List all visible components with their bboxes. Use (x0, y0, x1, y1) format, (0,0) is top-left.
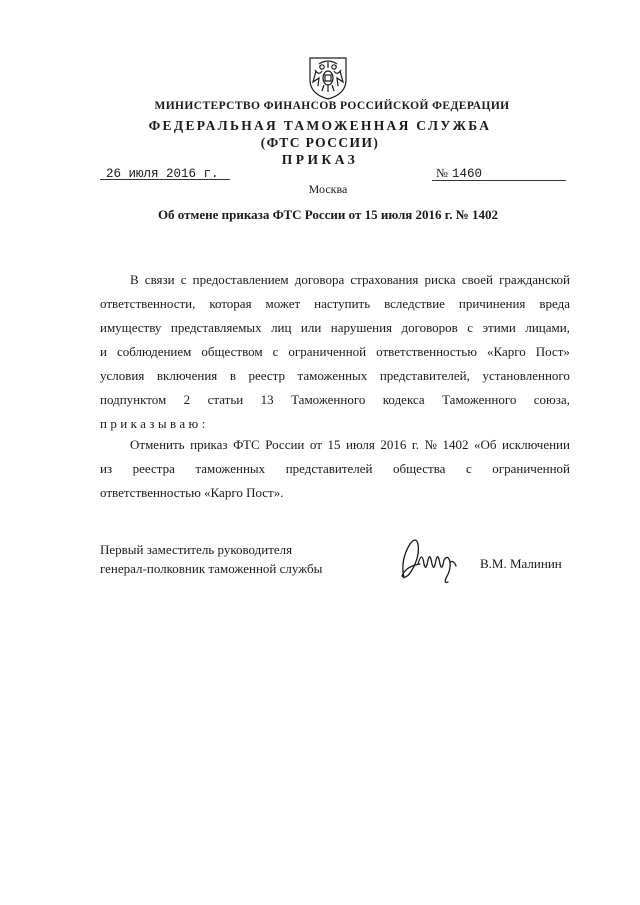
word: исключении (502, 437, 570, 452)
text-line (100, 316, 570, 340)
word: России (265, 437, 305, 452)
word: установленного (482, 368, 570, 383)
text-line (100, 340, 570, 364)
text-line (100, 433, 570, 457)
word: предоставлением (192, 272, 289, 287)
word: от (309, 437, 322, 452)
word: «Об (474, 437, 497, 452)
word: из (100, 461, 113, 476)
word: ответственности, (100, 296, 196, 311)
position-line: Первый заместитель руководителя (100, 542, 293, 557)
word: включения (156, 368, 218, 383)
word: «Карго (486, 344, 526, 359)
word: наступить (314, 296, 371, 311)
paragraph-main (100, 268, 570, 436)
word: своей (461, 272, 493, 287)
word: может (265, 296, 301, 311)
word: Таможенного (291, 392, 366, 407)
word: 1402 (442, 437, 469, 452)
handwritten-signature (394, 530, 466, 592)
word: с (272, 344, 279, 359)
word: имуществу (100, 320, 162, 335)
word: таможенных (195, 461, 266, 476)
word: общества (393, 461, 446, 476)
signatory-position (100, 540, 322, 578)
word: В (130, 272, 139, 287)
document-type: ПРИКАЗ (281, 152, 359, 167)
word: лицами, (525, 320, 570, 335)
word: представителей (285, 461, 373, 476)
date-underline (100, 179, 230, 180)
signer-name: В.М. Малинин (480, 556, 562, 571)
word: Пост» (535, 344, 570, 359)
word: представителей, (379, 368, 470, 383)
word: подпунктом (100, 392, 167, 407)
word: 13 (260, 392, 274, 407)
city: Москва (308, 182, 348, 196)
word: Отменить (130, 437, 185, 452)
word: ответственностью (376, 344, 477, 359)
word: страхования (350, 272, 419, 287)
word: приказ (190, 437, 228, 452)
coat-of-arms-icon (307, 54, 349, 100)
word: условия (100, 368, 145, 383)
ministry-name: МИНИСТЕРСТВО ФИНАНСОВ РОССИЙСКОЙ ФЕДЕРАЦИИ (154, 100, 510, 112)
word: связи (144, 272, 175, 287)
order-title: Об отмене приказа ФТС России от 15 июля 2016 г. № 1402 (157, 207, 499, 222)
text-line (100, 481, 570, 505)
word: гражданской (499, 272, 570, 287)
word: этими (482, 320, 516, 335)
word: ограниченной (288, 344, 367, 359)
word: вследствие (384, 296, 445, 311)
word: № (424, 437, 437, 452)
number-underline (432, 180, 566, 181)
word: с (180, 272, 187, 287)
word: представляемых (170, 320, 262, 335)
text-line (100, 364, 570, 388)
text-line-last: ответственностью «Карго Пост». (100, 485, 284, 500)
word: договоров (401, 320, 458, 335)
paragraph-decision (100, 433, 570, 505)
text-line (100, 388, 570, 412)
word: реестра (132, 461, 175, 476)
text-line (100, 457, 570, 481)
service-short-name: (ФТС РОССИИ) (260, 135, 380, 150)
word: с (467, 320, 474, 335)
text-line (100, 292, 570, 316)
word: которая (209, 296, 252, 311)
word: 15 (327, 437, 341, 452)
word: с (465, 461, 472, 476)
word: статьи (207, 392, 244, 407)
word: Таможенного (442, 392, 517, 407)
word: и (100, 344, 107, 359)
word: г. (411, 437, 419, 452)
word: в (229, 368, 236, 383)
word: нарушения (330, 320, 393, 335)
text-line (100, 268, 570, 292)
word: соблюдением (116, 344, 192, 359)
order-word: приказываю: (100, 416, 209, 431)
order-number (436, 166, 482, 181)
word: 2 (183, 392, 191, 407)
service-name: ФЕДЕРАЛЬНАЯ ТАМОЖЕННАЯ СЛУЖБА (148, 118, 492, 133)
position-line: генерал-полковник таможенной службы (100, 561, 323, 576)
word: лиц (271, 320, 292, 335)
word: ограниченной (492, 461, 570, 476)
word: вреда (539, 296, 570, 311)
word: обществом (201, 344, 263, 359)
word: 2016 (380, 437, 407, 452)
word: риска (424, 272, 456, 287)
number-sign: № (436, 166, 448, 180)
word: договора (294, 272, 345, 287)
word: союза, (533, 392, 570, 407)
order-date: 26 июля 2016 г. (106, 167, 219, 181)
number-value: 1460 (451, 167, 482, 181)
word: кодекса (382, 392, 425, 407)
word: июля (346, 437, 375, 452)
word: причинения (458, 296, 526, 311)
word: реестр (248, 368, 285, 383)
word: или (300, 320, 322, 335)
word: ФТС (233, 437, 260, 452)
word: таможенных (297, 368, 368, 383)
